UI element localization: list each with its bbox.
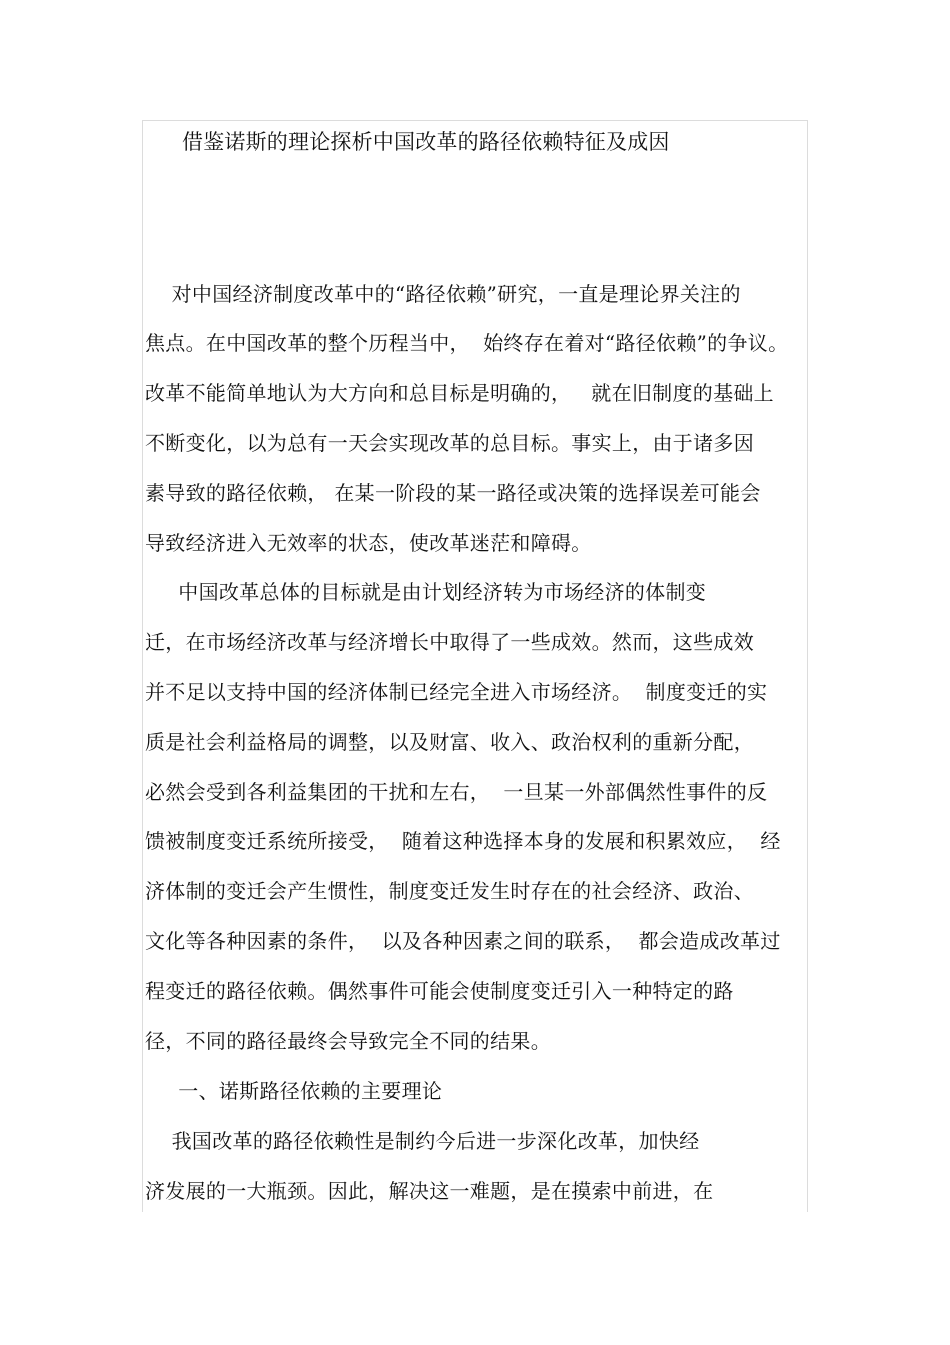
paragraph-line: 济体制的变迁会产生惯性，制度变迁发生时存在的社会经济、政治、: [145, 879, 754, 903]
paragraph-line: 焦点。在中国改革的整个历程当中， 始终存在着对“路径依赖”的争议。: [145, 331, 789, 355]
paragraph-line: 径，不同的路径最终会导致完全不同的结果。: [145, 1029, 551, 1053]
paragraph-line: 导致经济进入无效率的状态，使改革迷茫和障碍。: [145, 531, 592, 555]
paragraph-line: 我国改革的路径依赖性是制约今后进一步深化改革，加快经: [145, 1129, 700, 1153]
paragraph-line: 中国改革总体的目标就是由计划经济转为市场经济的体制变: [145, 580, 707, 604]
paragraph-line: 程变迁的路径依赖。偶然事件可能会使制度变迁引入一种特定的路: [145, 979, 734, 1003]
paragraph-line: 济发展的一大瓶颈。因此，解决这一难题，是在摸索中前进，在: [145, 1179, 714, 1203]
paragraph-line: 对中国经济制度改革中的“路径依赖”研究，一直是理论界关注的: [145, 282, 741, 306]
paragraph-line: 必然会受到各利益集团的干扰和左右， 一旦某一外部偶然性事件的反: [145, 780, 768, 804]
paragraph-line: 素导致的路径依赖， 在某一阶段的某一路径或决策的选择误差可能会: [145, 481, 761, 505]
paragraph-line: 不断变化，以为总有一天会实现改革的总目标。事实上，由于诸多因: [145, 431, 754, 455]
paragraph-line: 文化等各种因素的条件， 以及各种因素之间的联系， 都会造成改革过: [145, 929, 781, 953]
section-heading: 一、诺斯路径依赖的主要理论: [145, 1079, 443, 1103]
paragraph-line: 馈被制度变迁系统所接受， 随着这种选择本身的发展和积累效应， 经: [145, 829, 781, 853]
paragraph-line: 并不足以支持中国的经济体制已经完全进入市场经济。 制度变迁的实: [145, 680, 768, 704]
paragraph-line: 质是社会利益格局的调整，以及财富、收入、政治权利的重新分配，: [145, 730, 754, 754]
paragraph-line: 改革不能简单地认为大方向和总目标是明确的， 就在旧制度的基础上: [145, 381, 774, 405]
document-title: 借鉴诺斯的理论探析中国改革的路径依赖特征及成因: [182, 130, 670, 154]
paragraph-line: 迁，在市场经济改革与经济增长中取得了一些成效。然而，这些成效: [145, 630, 754, 654]
